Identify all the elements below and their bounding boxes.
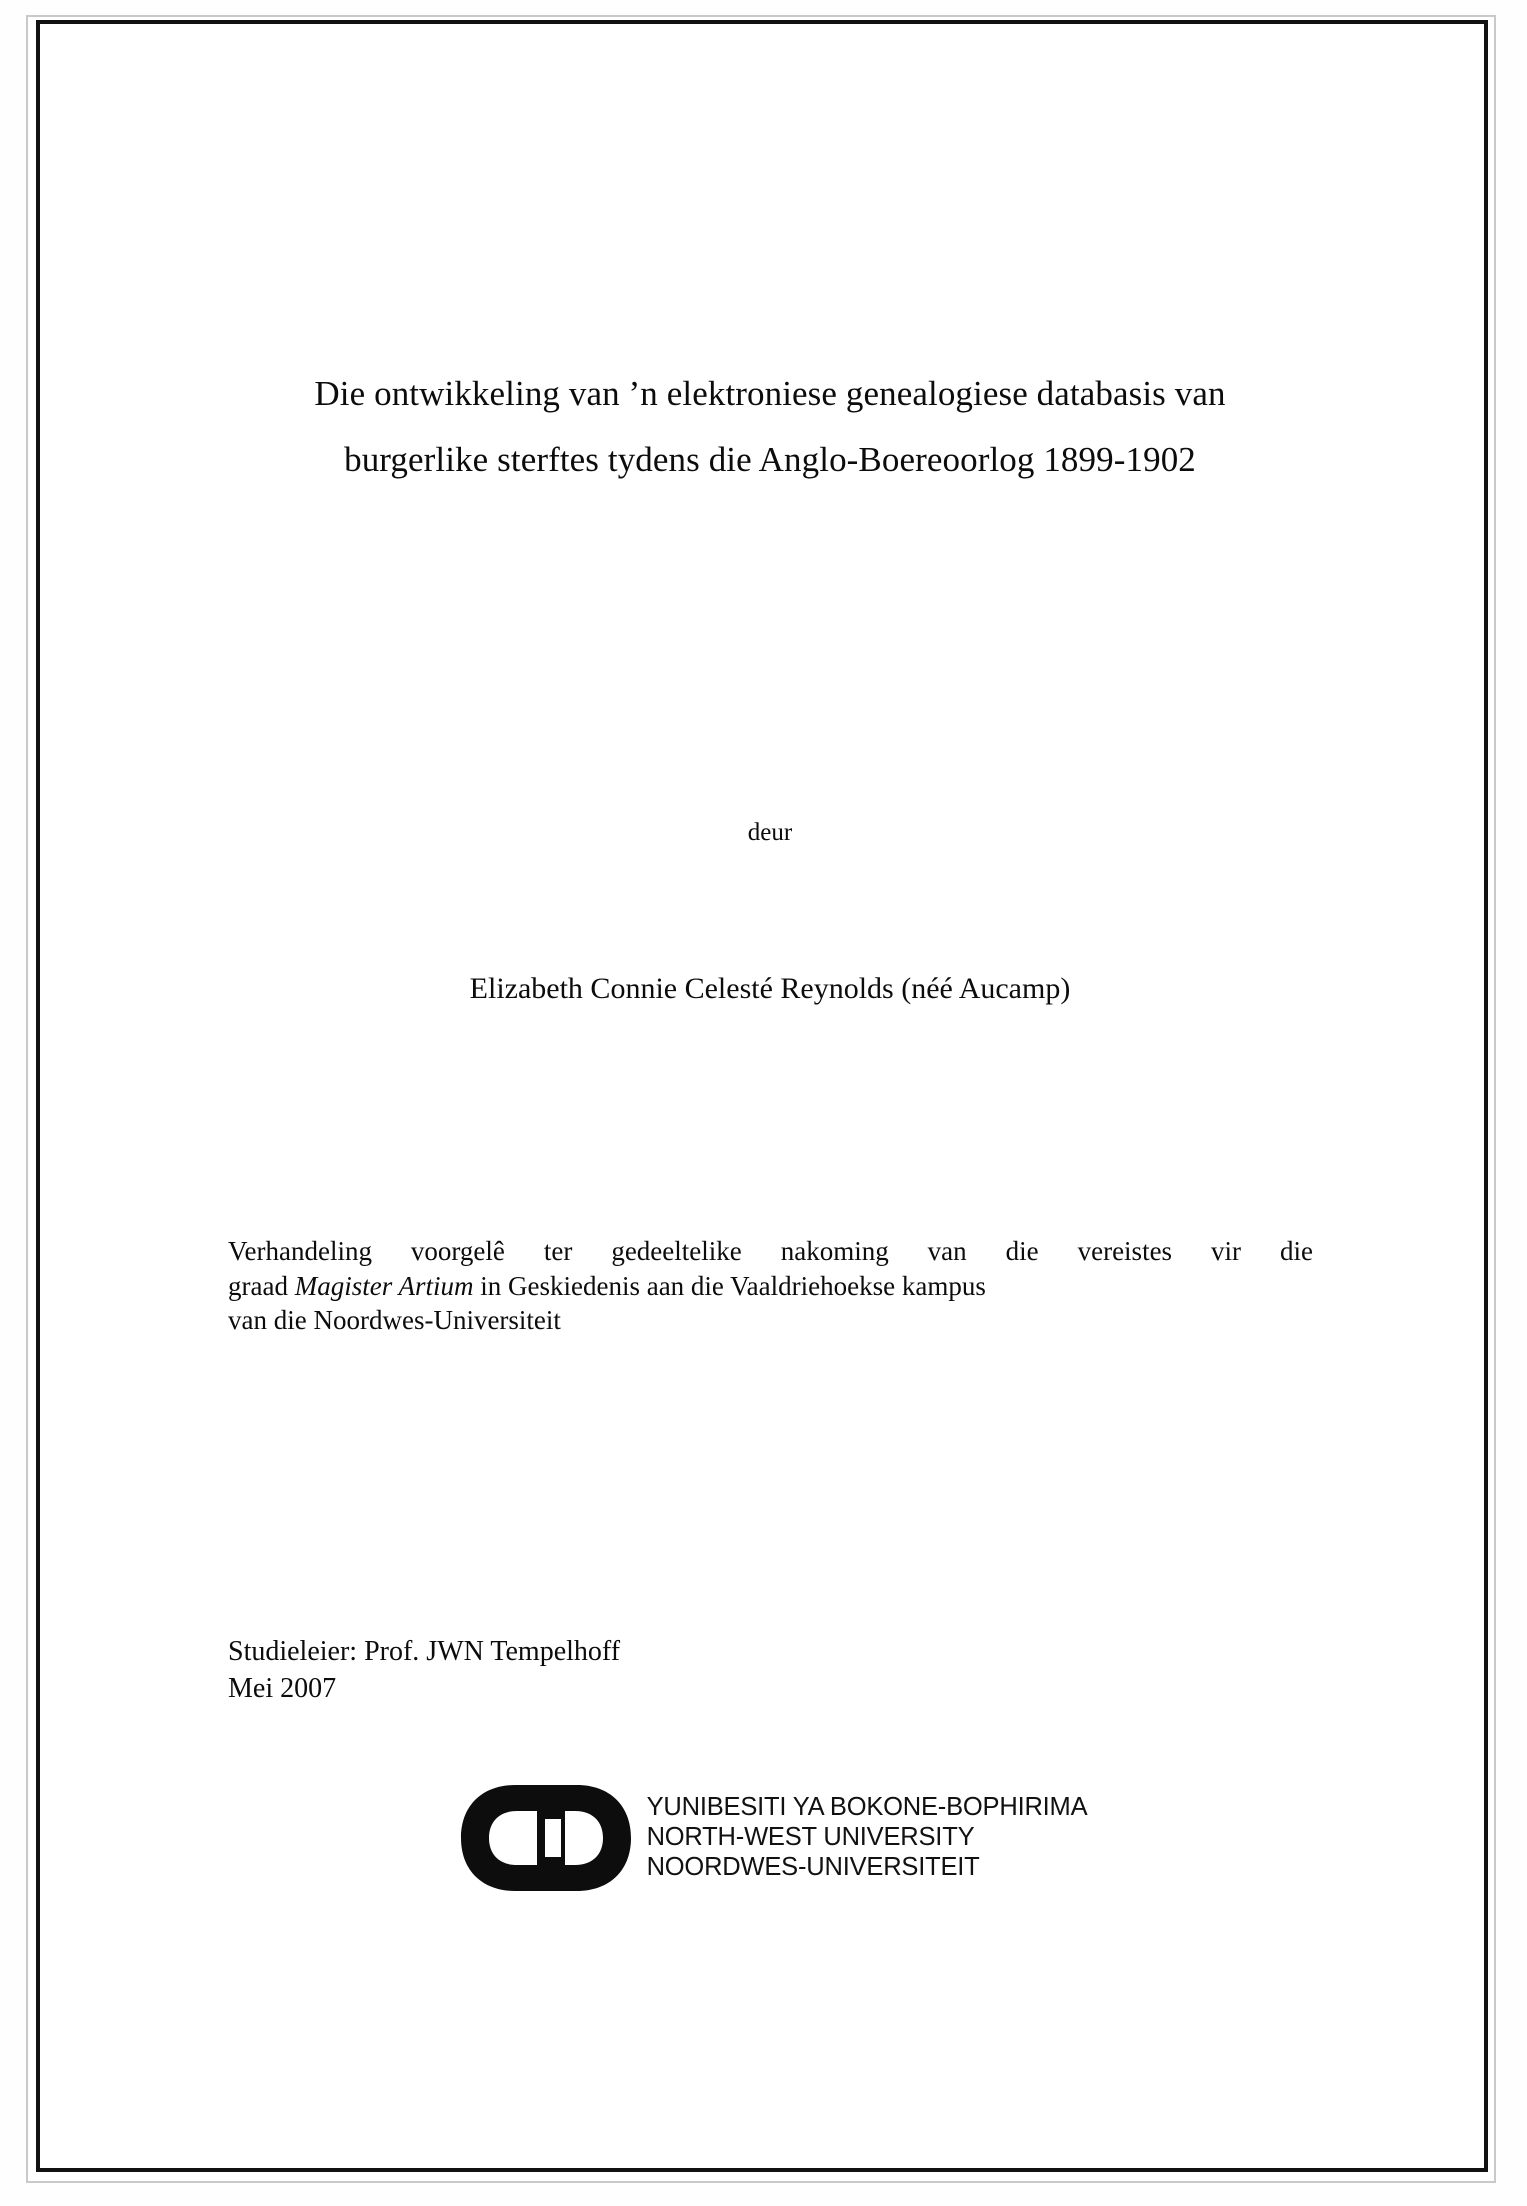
university-logo [190, 1779, 1350, 1897]
degree-name: Magister Artium [294, 1270, 474, 1301]
supervisor-line: Studieleier: Prof. JWN Tempelhoff [228, 1636, 621, 1667]
page-border-frame [36, 20, 1488, 2172]
by-label: deur [747, 819, 793, 846]
degree-declaration [228, 1234, 1313, 1338]
nwu-logo-icon [453, 1779, 639, 1897]
declaration-line-2 [228, 1269, 1313, 1304]
declaration-line-3: van die Noordwes-Universiteit [228, 1305, 561, 1336]
title-line-2: burgerlike sterftes tydens die Anglo-Boereoorlog 1899-1902 [344, 440, 1196, 479]
date-line: Mei 2007 [228, 1672, 337, 1704]
university-name-text [647, 1793, 1088, 1882]
thesis-title [190, 376, 1350, 477]
page-content [190, 24, 1350, 2168]
declaration-line-2-post: in Geskiedenis aan die Vaaldriehoekse kampus [473, 1270, 986, 1301]
logo-line-setswana: YUNIBESITI YA BOKONE-BOPHIRIMA [646, 1793, 1088, 1822]
title-line-1: Die ontwikkeling van ’n elektroniese genealogiese databasis van [314, 374, 1226, 413]
logo-line-afrikaans: NOORDWES-UNIVERSITEIT [646, 1852, 980, 1881]
declaration-line-2-pre: graad [228, 1270, 295, 1301]
author-name: Elizabeth Connie Celesté Reynolds (néé Aucamp) [469, 972, 1071, 1005]
supervisor-block [228, 1634, 1128, 1708]
declaration-line-1: Verhandeling voorgelê ter gedeeltelike nakoming van die vereistes vir die [228, 1236, 1313, 1266]
logo-line-english: NORTH-WEST UNIVERSITY [646, 1823, 975, 1852]
